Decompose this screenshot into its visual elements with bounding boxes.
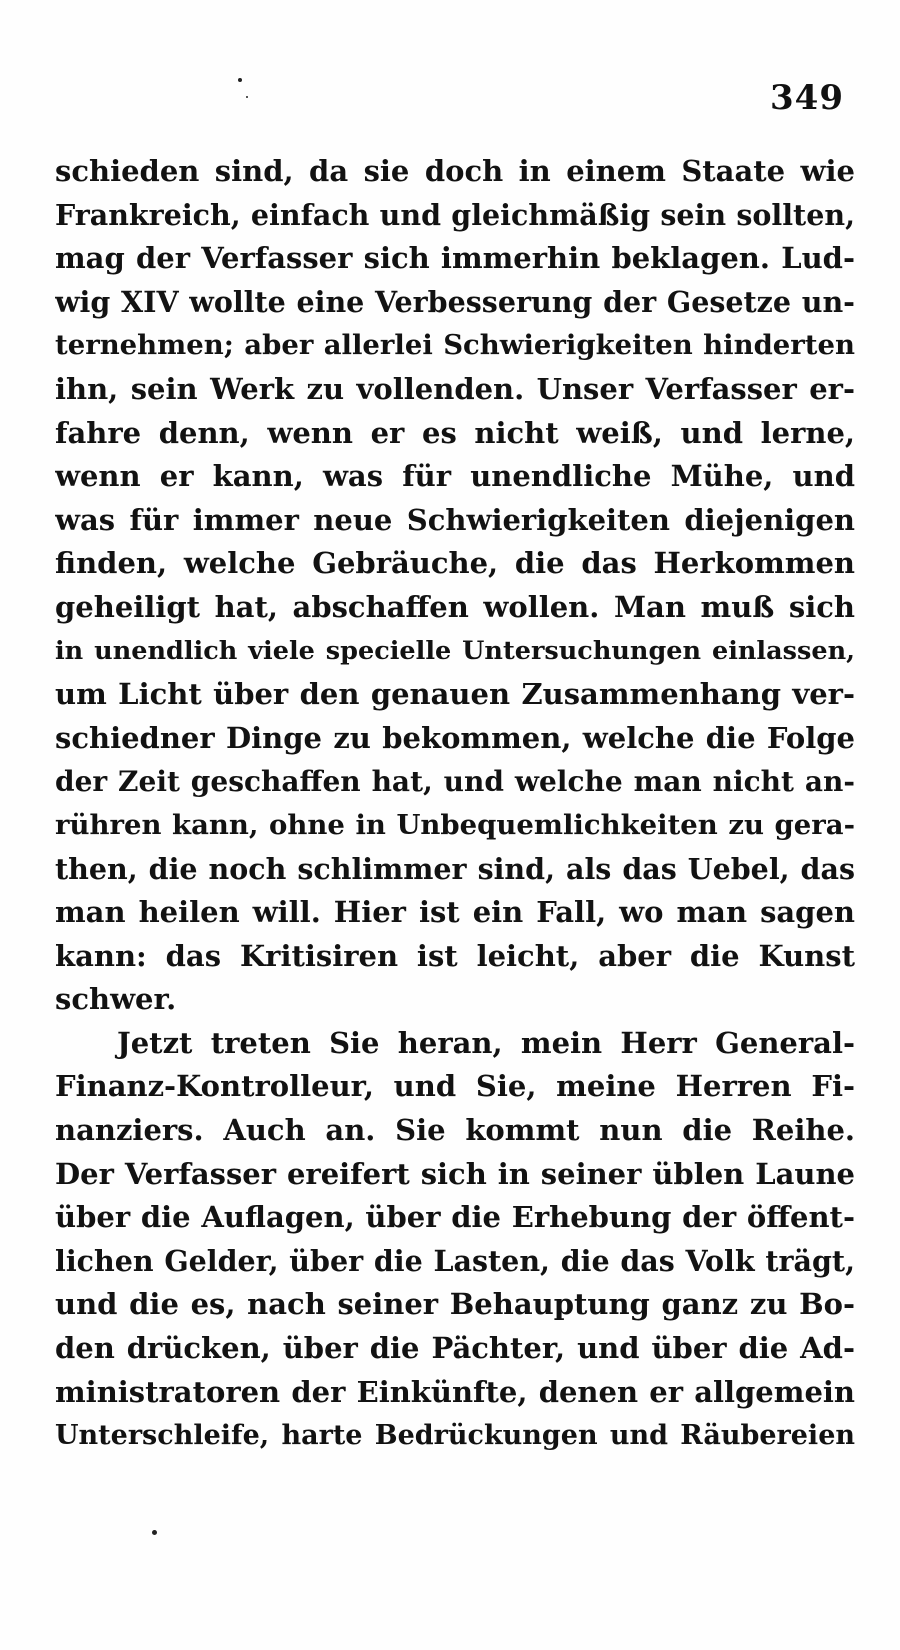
text-line: über die Auflagen, über die Erhebung der öffent- [55, 1200, 855, 1235]
body-text [55, 150, 855, 1458]
text-line: ternehmen; aber allerlei Schwierigkeiten hinderten [55, 329, 855, 362]
text-line: der Zeit geschaffen hat, und welche man nicht an- [55, 765, 855, 799]
text-line: ihn, sein Werk zu vollenden. Unser Verfasser er- [55, 371, 855, 406]
ink-speck [238, 78, 242, 82]
text-line: schwer. [55, 982, 177, 1017]
text-line: schiedner Dinge zu bekommen, welche die Folge [55, 720, 855, 755]
text-line: geheiligt hat, abschaffen wollen. Man muß sich [55, 589, 855, 624]
text-line: kann: das Kritisiren ist leicht, aber die Kunst [55, 938, 855, 973]
ink-speck [246, 96, 248, 98]
text-line: fahre denn, wenn er es nicht weiß, und lerne, [55, 415, 855, 450]
text-line: then, die noch schlimmer sind, als das Uebel, das [55, 851, 855, 886]
text-line: Unterschleife, harte Bedrückungen und Räubereien [55, 1420, 855, 1452]
text-line: was für immer neue Schwierigkeiten diejenigen [55, 502, 855, 537]
text-line: rühren kann, ohne in Unbequemlichkeiten zu gera- [55, 808, 855, 841]
text-line: finden, welche Gebräuche, die das Herkommen [55, 546, 855, 581]
ink-speck [152, 1530, 157, 1535]
text-line: Der Verfasser ereifert sich in seiner üblen Laune [55, 1156, 855, 1191]
text-line: ministratoren der Einkünfte, denen er allgemein [55, 1374, 855, 1409]
text-line: mag der Verfasser sich immerhin beklagen. Lud- [55, 241, 855, 276]
text-line: wenn er kann, was für unendliche Mühe, und [55, 459, 855, 494]
text-line: um Licht über den genauen Zusammenhang ver- [55, 677, 855, 712]
text-line: nanziers. Auch an. Sie kommt nun die Reihe. [55, 1113, 855, 1148]
text-line: in unendlich viele specielle Untersuchungen einlassen, [55, 635, 855, 666]
text-line: den drücken, über die Pächter, und über die Ad- [55, 1331, 855, 1366]
text-line: lichen Gelder, über die Lasten, die das Volk trägt, [55, 1243, 855, 1278]
page-number: 349 [770, 78, 844, 118]
text-line: Finanz-Kontrolleur, und Sie, meine Herren Fi- [55, 1069, 855, 1104]
text-line: wig XIV wollte eine Verbesserung der Gesetze un- [55, 284, 855, 319]
text-line: Frankreich, einfach und gleichmäßig sein sollten, [55, 197, 855, 232]
text-line: Jetzt treten Sie heran, mein Herr General- [117, 1025, 855, 1060]
text-line: man heilen will. Hier ist ein Fall, wo man sagen [55, 895, 855, 930]
text-line: schieden sind, da sie doch in einem Staate wie [55, 154, 855, 188]
text-line: und die es, nach seiner Behauptung ganz zu Bo- [55, 1287, 855, 1322]
